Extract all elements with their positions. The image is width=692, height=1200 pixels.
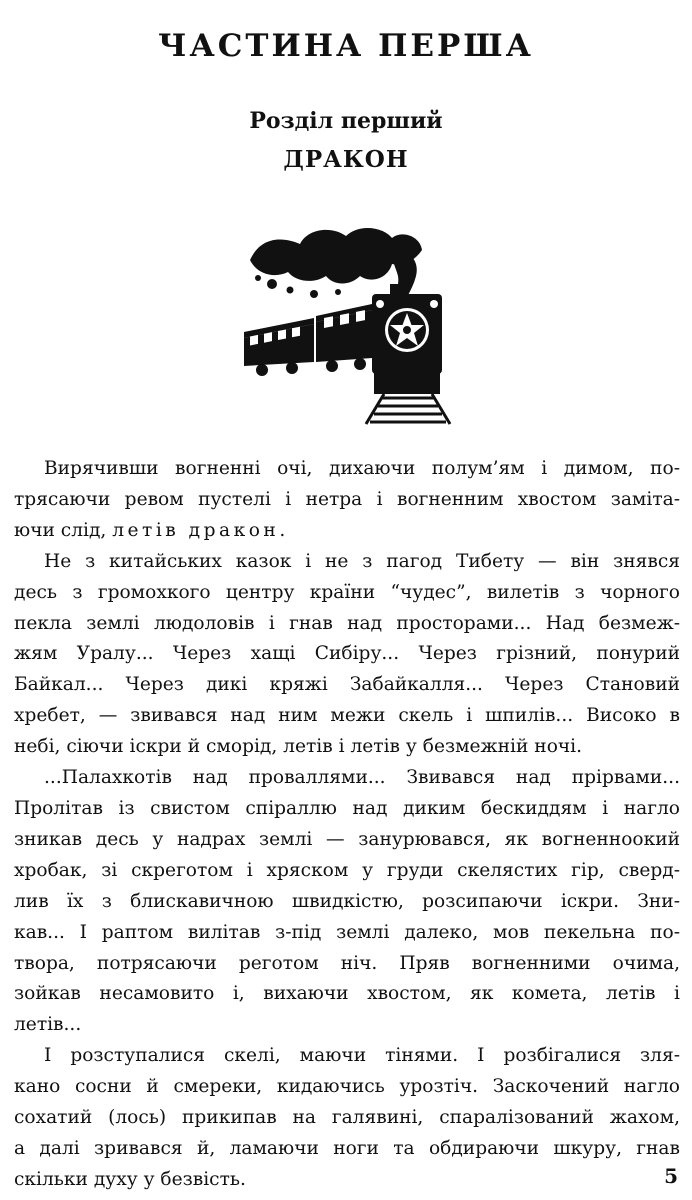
text-line: хробак, зі скреготом і хряском у груди скелястих гір, сверд- — [14, 859, 680, 881]
text-line: кав... І раптом вилітав з-під землі далеко, мов пекельна по- — [14, 921, 680, 943]
text-line: зникав десь у надрах землі — занурювався, як вогненноокий — [14, 828, 680, 850]
text-line: скільки духу у безвість. — [14, 1168, 246, 1190]
text-line: жям Уралу... Через хащі Сибіру... Через грізний, понурий — [14, 643, 680, 665]
text-line: твора, потрясаючи реготом ніч. Пряв вогненними очима, — [14, 952, 680, 974]
text-line: сохатий (лось) прикипав на галявині, спаралізований жахом, — [14, 1107, 680, 1129]
text-fragment: . — [279, 519, 286, 541]
part-title: ЧАСТИНА ПЕРША — [158, 28, 534, 64]
text-line: а далі зривався й, ламаючи ноги та обдираючи шкуру, гнав — [14, 1137, 680, 1159]
text-line: лив їх з блискавичною швидкістю, розсипаючи іскри. Зни- — [14, 890, 680, 912]
text-line: хребет, — звивався над ним межи скель і шпилів... Високо в — [14, 705, 680, 727]
chapter-title: ДРАКОН — [283, 146, 409, 173]
body-text — [14, 454, 680, 1196]
paragraph-2 — [14, 547, 680, 763]
text-line — [14, 516, 680, 547]
text-line: Байкал... Через дикі кряжі Забайкалля... Через Становий — [14, 674, 680, 696]
emphasized-text: летів дракон — [112, 519, 280, 541]
text-line: небі, сіючи іскри й сморід, летів і летів у безмежній ночі. — [14, 736, 583, 758]
text-line: кано сосни й смереки, кидаючись урозтіч. Заскочений нагло — [14, 1076, 680, 1098]
text-line: трясаючи ревом пустелі і нетра і вогненним хвостом заміта- — [14, 488, 680, 510]
paragraph-4 — [14, 1041, 680, 1196]
text-line: Не з китайських казок і не з пагод Тибету — він знявся — [44, 550, 680, 572]
text-line: десь з громохкого центру країни “чудес”, вилетів з чорного — [14, 581, 680, 603]
text-fragment: ючи слід, — [14, 519, 113, 541]
text-line: ...Палахкотів над проваллями... Звивався над прірвами... — [44, 767, 680, 789]
chapter-label: Розділ перший — [249, 108, 443, 134]
text-line: летів... — [14, 1014, 82, 1036]
text-line: зойкав несамовито і, вихаючи хвостом, як комета, летів і — [14, 983, 680, 1005]
page-number: 5 — [664, 1164, 678, 1188]
steam-locomotive-icon — [242, 220, 462, 425]
text-line: Пролітав із свистом спіраллю над диким бескиддям і нагло — [14, 797, 680, 819]
text-line: І розступалися скелі, маючи тінями. І розбігалися зля- — [44, 1045, 680, 1067]
paragraph-1 — [14, 454, 680, 547]
paragraph-3 — [14, 763, 680, 1041]
text-line: Вирячивши вогненні очі, дихаючи полум’ям і димом, по- — [44, 458, 680, 479]
text-line: пекла землі людоловів і гнав над просторами... Над безмеж- — [14, 612, 680, 634]
